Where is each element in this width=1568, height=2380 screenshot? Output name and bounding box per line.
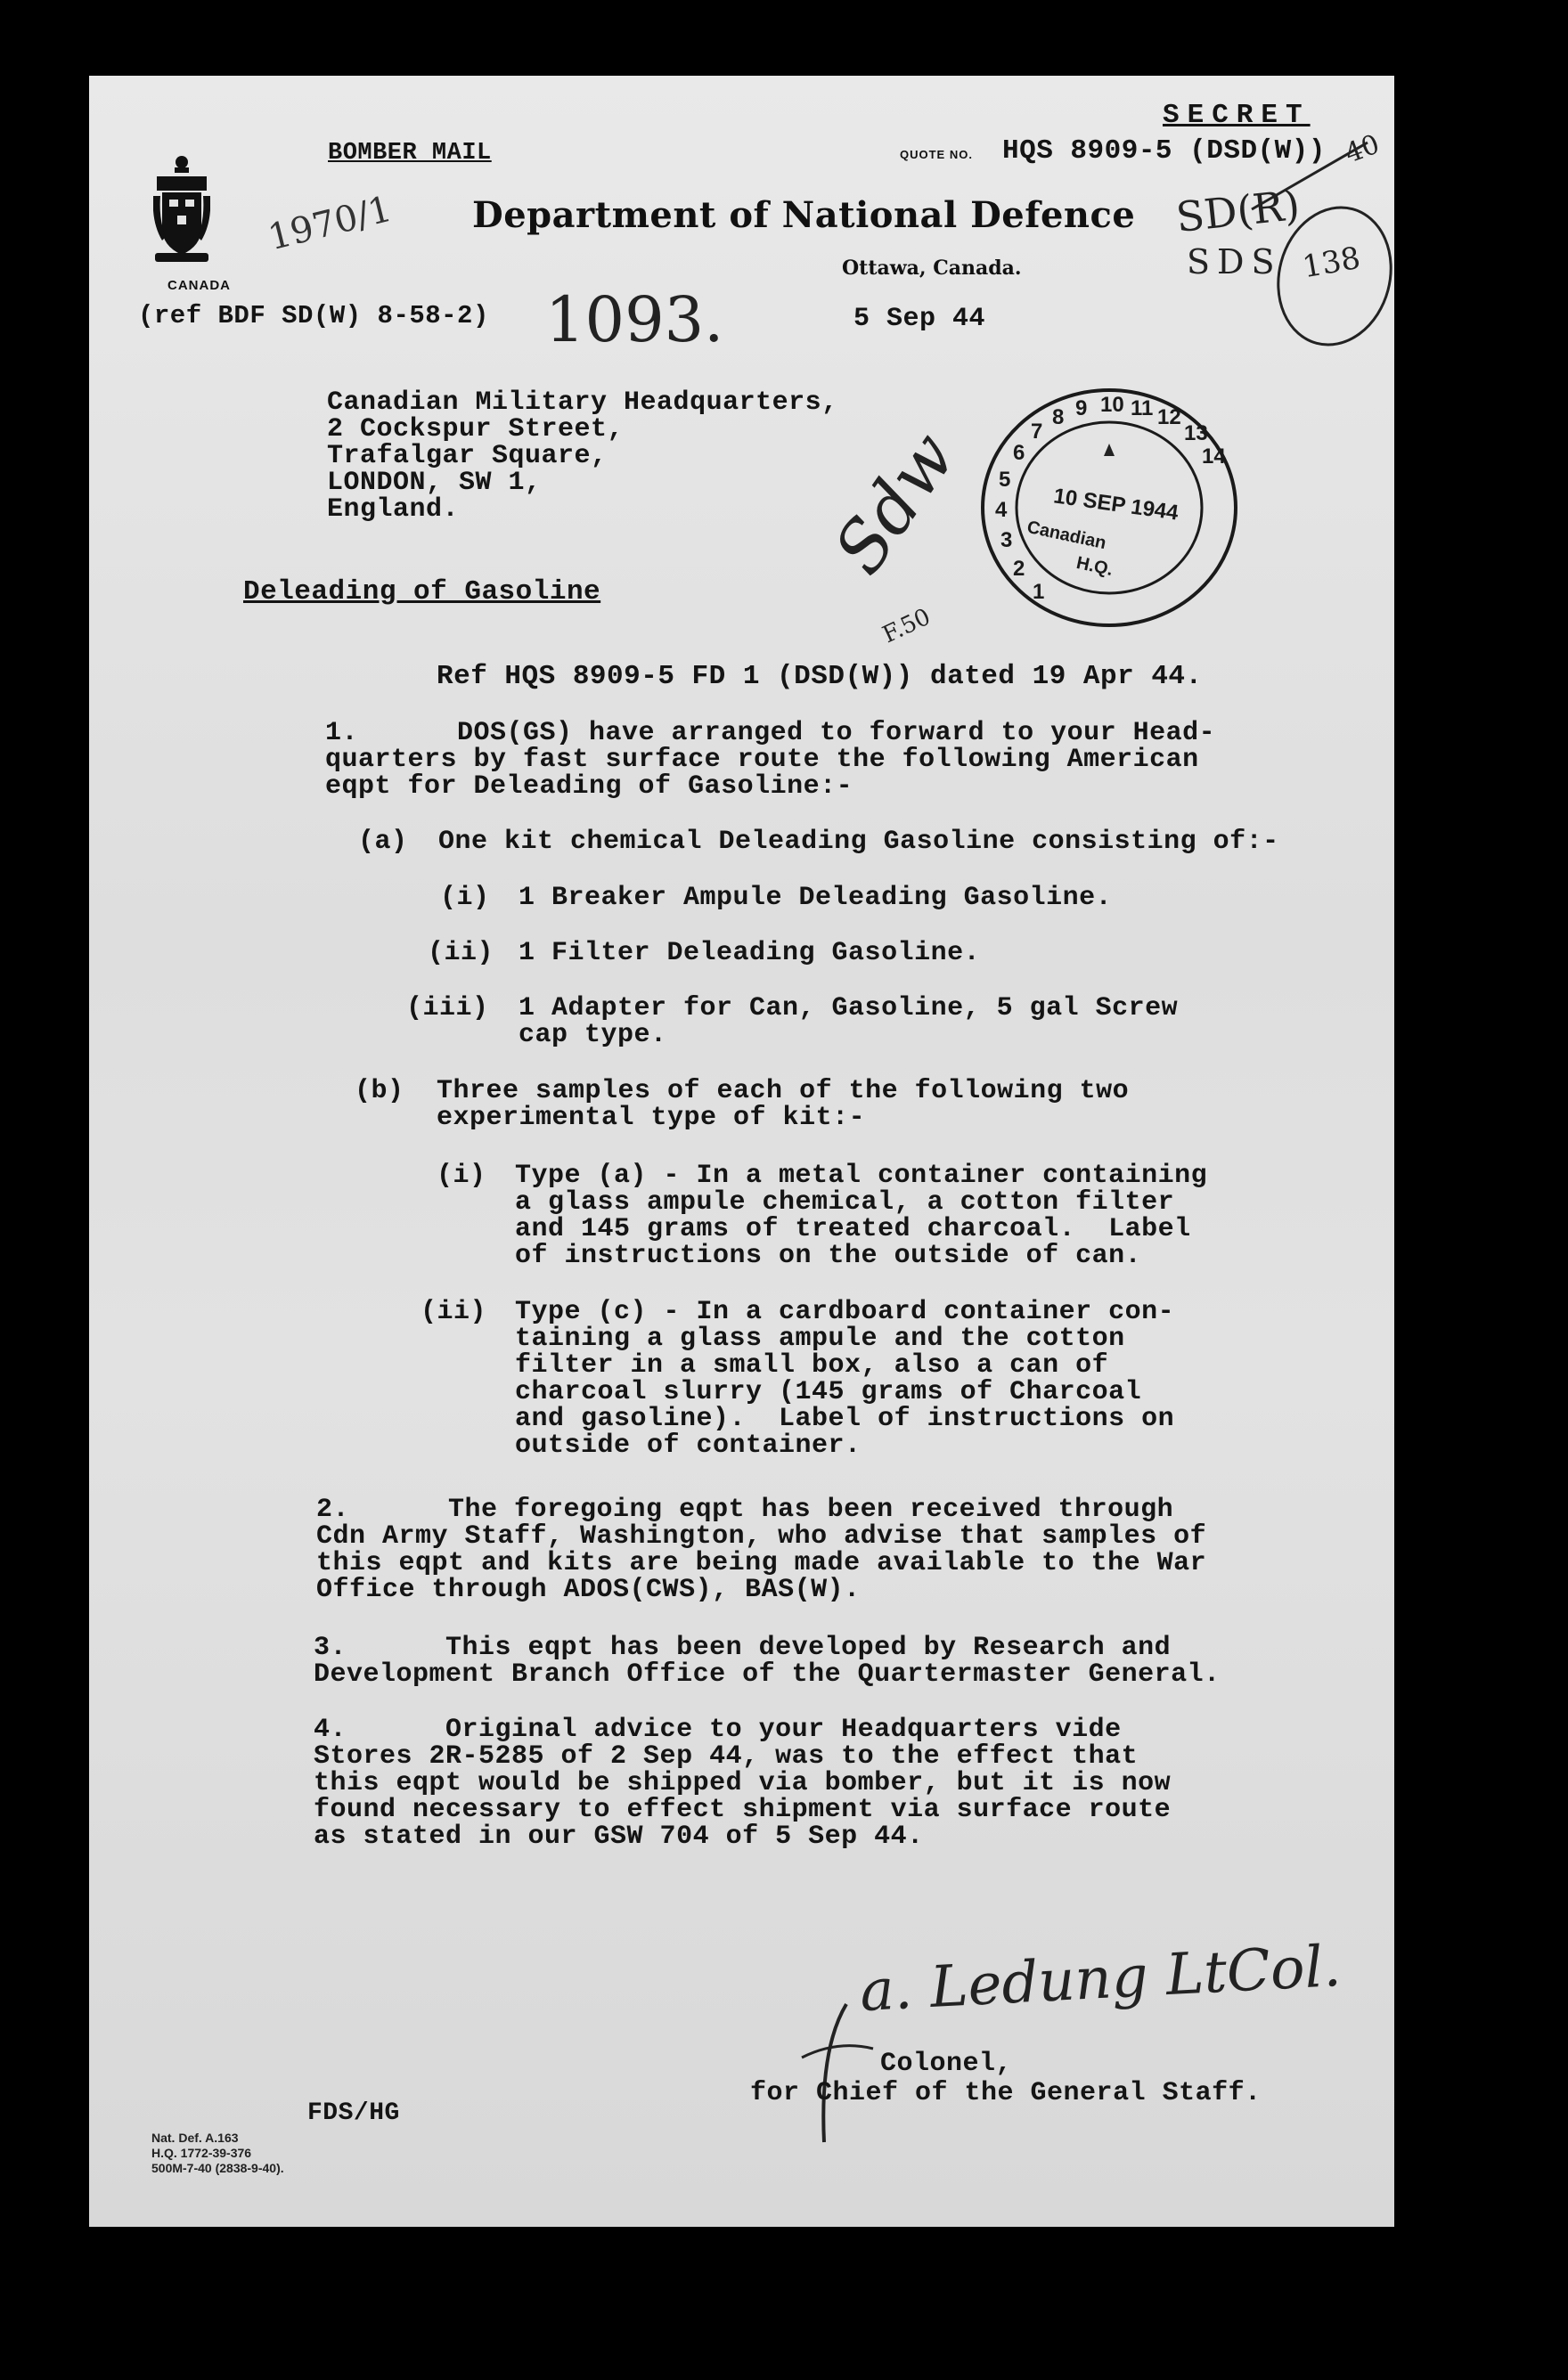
- paragraph-line: 3. This eqpt has been developed by Research and: [314, 1633, 1172, 1663]
- svg-text:4: 4: [995, 498, 1008, 522]
- handwritten-sd-r: SD(R): [1173, 180, 1303, 242]
- handwritten-doc-number: 1093.: [545, 283, 724, 356]
- item-a-i-label: (i): [440, 883, 490, 913]
- stamp-line-1: Canadian: [1025, 517, 1108, 554]
- paragraph-line: 2. The foregoing eqpt has been received through: [316, 1495, 1174, 1525]
- item-line: outside of container.: [515, 1430, 862, 1461]
- paragraph-line: found necessary to effect shipment via surface route: [314, 1795, 1172, 1825]
- item-line: Three samples of each of the following two: [437, 1076, 1130, 1106]
- crest-caption: CANADA: [167, 278, 231, 293]
- item-a-i-text: 1 Breaker Ampule Deleading Gasoline.: [519, 883, 1113, 913]
- handwritten-initials: Sdw: [819, 418, 972, 589]
- reference-text: Ref HQS 8909-5 FD 1 (DSD(W)) dated 19 Apr 44.: [437, 661, 1203, 692]
- signature-stroke-icon: [784, 1995, 882, 2147]
- paragraph-line: Cdn Army Staff, Washington, who advise that samples of: [316, 1521, 1207, 1552]
- paragraph-4: [314, 1716, 1171, 1850]
- paragraph-line: Office through ADOS(CWS), BAS(W).: [316, 1575, 861, 1605]
- paragraph-line: 1. DOS(GS) have arranged to forward to your Head-: [325, 718, 1216, 748]
- cross-out-mark-icon: [1243, 134, 1376, 223]
- item-b-label: (b): [355, 1076, 404, 1106]
- stamp-line-2: H.Q.: [1074, 552, 1115, 581]
- city-line: Ottawa, Canada.: [842, 257, 1022, 280]
- signatory-rank: Colonel,: [880, 2049, 1013, 2079]
- item-line: 1 Adapter for Can, Gasoline, 5 gal Screw: [519, 993, 1179, 1023]
- typist-initials: FDS/HG: [307, 2099, 400, 2127]
- letter-date: 5 Sep 44: [853, 304, 986, 334]
- paragraph-line: eqpt for Deleading of Gasoline:-: [325, 771, 853, 802]
- handwritten-signature: a. Ledung LtCol.: [858, 1933, 1343, 2025]
- recipient-address: [327, 389, 838, 523]
- address-line: Canadian Military Headquarters,: [327, 387, 838, 418]
- paragraph-line: Stores 2R-5285 of 2 Sep 44, was to the effect that: [314, 1741, 1139, 1772]
- circle-mark-icon: [1265, 205, 1399, 356]
- item-b-ii-label: (ii): [421, 1297, 487, 1327]
- classification-label: SECRET: [1163, 100, 1311, 131]
- svg-text:2: 2: [1013, 557, 1025, 581]
- paragraph-line: quarters by fast surface route the following American: [325, 745, 1199, 775]
- svg-text:11: 11: [1131, 396, 1154, 420]
- paragraph-line: 4. Original advice to your Headquarters vide: [314, 1715, 1122, 1745]
- signatory-for-line: for Chief of the General Staff.: [750, 2078, 1262, 2108]
- item-line: charcoal slurry (145 grams of Charcoal: [515, 1377, 1142, 1407]
- department-name: Department of National Defence: [472, 194, 1136, 236]
- reference-line: (ref BDF SD(W) 8-58-2): [138, 301, 489, 330]
- address-line: Trafalgar Square,: [327, 441, 608, 471]
- handwritten-file-number: 1970/1: [264, 188, 396, 259]
- item-b-i-text: [515, 1162, 1207, 1269]
- svg-text:9: 9: [1075, 396, 1088, 420]
- paragraph-2: [316, 1496, 1206, 1603]
- item-a-text: One kit chemical Deleading Gasoline consisting of:-: [438, 827, 1279, 857]
- item-a-label: (a): [358, 827, 408, 857]
- item-line: Type (c) - In a cardboard container con-: [515, 1297, 1175, 1327]
- item-line: cap type.: [519, 1020, 667, 1050]
- item-line: taining a glass ampule and the cotton: [515, 1324, 1125, 1354]
- svg-text:3: 3: [1000, 528, 1013, 552]
- item-line: Type (a) - In a metal container containing: [515, 1161, 1208, 1191]
- form-info-line: 500M-7-40 (2838-9-40).: [151, 2161, 284, 2175]
- address-line: LONDON, SW 1,: [327, 468, 542, 498]
- quote-number: HQS 8909-5 (DSD(W)): [1002, 135, 1326, 167]
- item-a-ii-label: (ii): [428, 938, 494, 968]
- item-a-iii-label: (iii): [406, 993, 489, 1023]
- form-info-line: Nat. Def. A.163: [151, 2131, 239, 2145]
- svg-text:7: 7: [1031, 420, 1043, 444]
- handwritten-sds: SDS: [1187, 242, 1282, 281]
- svg-text:1: 1: [1033, 580, 1045, 604]
- mail-route-label: BOMBER MAIL: [328, 140, 492, 167]
- address-line: 2 Cockspur Street,: [327, 414, 625, 444]
- svg-text:12: 12: [1157, 405, 1181, 429]
- item-line: experimental type of kit:-: [437, 1103, 866, 1133]
- paragraph-line: this eqpt would be shipped via bomber, but it is now: [314, 1768, 1172, 1798]
- item-a-iii-text: [519, 995, 1178, 1048]
- subject-heading: Deleading of Gasoline: [243, 576, 601, 607]
- quote-number-label: QUOTE NO.: [900, 148, 973, 161]
- paragraph-line: this eqpt and kits are being made available to the War: [316, 1548, 1207, 1578]
- handwritten-circled-number: 138: [1300, 240, 1363, 286]
- handwritten-file-ref: F.50: [878, 603, 935, 649]
- item-line: and gasoline). Label of instructions on: [515, 1404, 1175, 1434]
- paragraph-3: [314, 1634, 1221, 1688]
- item-line: and 145 grams of treated charcoal. Label: [515, 1214, 1191, 1244]
- paragraph-line: Development Branch Office of the Quartermaster General.: [314, 1659, 1221, 1690]
- form-info: [151, 2131, 284, 2176]
- paragraph-1: [325, 720, 1215, 800]
- item-line: a glass ampule chemical, a cotton filter: [515, 1187, 1175, 1218]
- svg-text:13: 13: [1184, 421, 1208, 445]
- address-line: England.: [327, 494, 460, 525]
- item-b-text: [437, 1078, 1129, 1131]
- form-info-line: H.Q. 1772-39-376: [151, 2146, 252, 2160]
- svg-text:8: 8: [1052, 405, 1065, 429]
- handwritten-corner-mark: 40: [1341, 128, 1384, 170]
- item-a-ii-text: 1 Filter Deleading Gasoline.: [519, 938, 981, 968]
- item-line: of instructions on the outside of can.: [515, 1241, 1142, 1271]
- svg-text:5: 5: [999, 468, 1011, 492]
- paragraph-line: as stated in our GSW 704 of 5 Sep 44.: [314, 1822, 924, 1852]
- stamp-date: 10 SEP 1944: [1051, 484, 1180, 526]
- svg-text:6: 6: [1013, 441, 1025, 465]
- svg-text:10: 10: [1100, 393, 1124, 417]
- svg-text:14: 14: [1202, 444, 1226, 469]
- canada-crest-icon: [153, 153, 210, 282]
- item-line: filter in a small box, also a can of: [515, 1350, 1109, 1381]
- item-b-i-label: (i): [437, 1161, 486, 1191]
- item-b-ii-text: [515, 1299, 1174, 1459]
